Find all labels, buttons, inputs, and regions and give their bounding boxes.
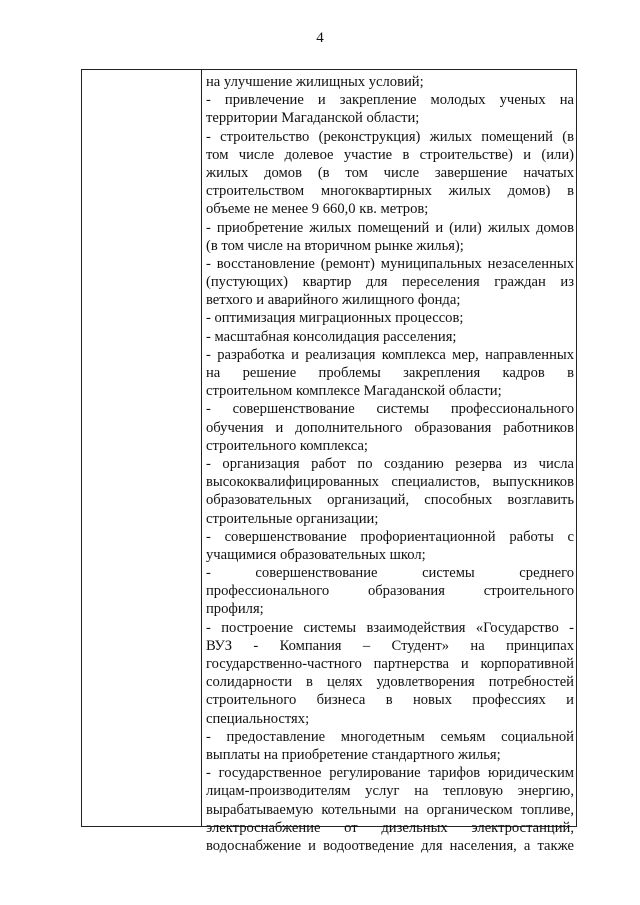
text-line: - совершенствование системы профессионального (206, 401, 574, 418)
text-line: - построение системы взаимодействия «Государство - (206, 619, 574, 636)
text-line: ВУЗ - Компания – Студент» на принципах (206, 637, 574, 654)
text-line: территории Магаданской области; (206, 110, 420, 127)
text-line: - строительство (реконструкция) жилых помещений (в (206, 128, 574, 145)
text-line: профиля; (206, 601, 264, 618)
text-line: - привлечение и закрепление молодых ученых на (206, 92, 574, 109)
text-line: строительном комплексе Магаданской области; (206, 383, 502, 400)
text-line: солидарности в целях удовлетворения потребностей (206, 674, 574, 691)
text-line: - совершенствование профориентационной работы с (206, 528, 574, 545)
table-right-cell (206, 73, 574, 855)
text-line: электроснабжение от дизельных электростанций, (206, 819, 574, 836)
text-line: государственно-частного партнерства и корпоративной (206, 656, 574, 672)
text-line: высококвалифицированных специалистов, выпускников (206, 474, 574, 491)
text-line: - государственное регулирование тарифов юридическим (206, 765, 574, 782)
text-line: лицам-производителям услуг на тепловую энергию, (206, 783, 574, 800)
text-line: объеме не менее 9 660,0 кв. метров; (206, 201, 429, 218)
text-line: водоснабжение и водоотведение для населения, а также (206, 837, 574, 854)
text-line: (в том числе на вторичном рынке жилья); (206, 237, 464, 254)
text-line: строительного комплекса; (206, 437, 368, 454)
text-line: ветхого и аварийного жилищного фонда; (206, 292, 461, 309)
text-line: специальностях; (206, 710, 310, 727)
text-line: профессионального образования строительного (206, 583, 574, 600)
text-line: жилых домов (в том числе завершение начатых (206, 164, 574, 181)
text-line: том числе долевое участие в строительстве) и (или) (206, 146, 574, 163)
table-left-column (82, 70, 202, 826)
text-line: учащимися образовательных школ; (206, 546, 426, 563)
text-line: - организация работ по созданию резерва из числа (206, 455, 574, 472)
text-line: обучения и дополнительного образования работников (206, 419, 574, 436)
text-line: - приобретение жилых помещений и (или) жилых домов (206, 219, 574, 236)
text-line: вырабатываемую котельными на органическом топливе, (206, 801, 574, 818)
text-line: выплаты на приобретение стандартного жилья; (206, 746, 501, 763)
text-line: образовательных организаций, способных возглавить (206, 492, 574, 509)
text-line: строительные организации; (206, 510, 379, 527)
text-line: строительством многоквартирных жилых домов) в (206, 183, 574, 200)
text-line: на решение проблемы закрепления кадров в (206, 365, 574, 381)
text-line: - разработка и реализация комплекса мер, направленных (206, 346, 574, 363)
text-line: на улучшение жилищных условий; (206, 74, 424, 90)
text-line: - оптимизация миграционных процессов; (206, 310, 464, 327)
program-table (81, 69, 577, 854)
text-line: - масштабная консолидация расселения; (206, 328, 457, 345)
text-line: - предоставление многодетным семьям социальной (206, 728, 574, 745)
text-line: строительного бизнеса в новых профессиях и (206, 692, 574, 709)
page-number: 4 (316, 30, 324, 46)
text-line: - совершенствование системы среднего (206, 565, 574, 582)
text-line: (пустующих) квартир для переселения граждан из (206, 274, 574, 291)
text-line: - восстановление (ремонт) муниципальных незаселенных (206, 255, 574, 272)
